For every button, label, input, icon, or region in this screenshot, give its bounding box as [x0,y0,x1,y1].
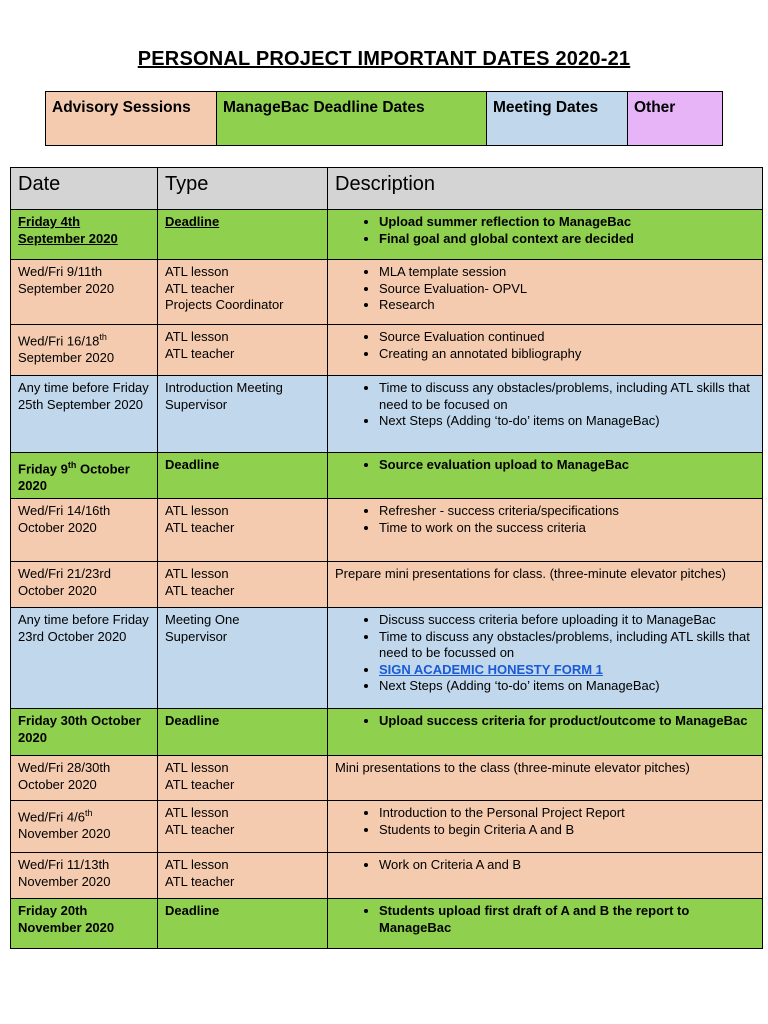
table-row [11,499,763,562]
description-cell [328,608,763,709]
description-cell [328,210,763,260]
header-type: Type [158,168,328,210]
table-row [11,376,763,453]
bullet-text: Time to discuss any obstacles/problems, including ATL skills that need to be focussed on [379,628,750,661]
description-text: Prepare mini presentations for class. (three-minute elevator pitches) [335,566,726,582]
type-line: ATL lesson [165,805,229,821]
legend-advisory: Advisory Sessions [46,92,217,146]
bullet-text: Time to work on the success criteria [379,519,586,535]
type-line: Supervisor [165,396,228,412]
date-text: Any time before Friday 23rd October 2020 [18,612,149,644]
academic-honesty-form-link[interactable]: SIGN ACADEMIC HONESTY FORM 1 [379,661,603,677]
type-cell [158,499,328,562]
date-cell [11,899,158,949]
type-cell [158,608,328,709]
bullet-list [335,612,755,695]
type-line: Deadline [165,713,220,729]
bullet-list [335,380,755,430]
table-row [11,853,763,899]
bullet-text: Work on Criteria A and B [379,857,522,873]
bullet-item [379,662,755,679]
legend-meeting: Meeting Dates [487,92,628,146]
bullet-item [379,297,755,314]
table-header-row [11,168,763,210]
date-text-rest: November 2020 [18,826,111,842]
type-line: ATL teacher [165,582,235,598]
type-cell [158,709,328,756]
type-line: ATL lesson [165,857,229,873]
date-text: Wed/Fri 21/23rd October 2020 [18,566,111,598]
date-superscript: th [84,808,93,819]
bullet-item [379,805,755,822]
type-line: ATL teacher [165,345,235,361]
bullet-list [335,214,755,247]
type-cell [158,210,328,260]
date-superscript: th [67,460,77,470]
date-cell [11,562,158,608]
bullet-item [379,231,755,248]
date-cell [11,801,158,853]
description-cell [328,376,763,453]
date-text: Wed/Fri 9/11th September 2020 [18,264,115,296]
date-cell [11,608,158,709]
type-line: ATL lesson [165,264,229,279]
date-text: Wed/Fri 28/30th October 2020 [18,760,111,792]
bullet-text: Research [379,297,435,312]
bullet-text: Students upload first draft of A and B the report to ManageBac [379,903,690,935]
legend-other: Other [628,92,723,146]
bullet-list [335,329,755,362]
bullet-text: Students to begin Criteria A and B [379,821,575,837]
type-line: Supervisor [165,628,228,644]
bullet-text: Next Steps (Adding ‘to-do’ items on ManageBac) [379,413,660,428]
bullet-list [335,503,755,536]
date-text-rest: October 2020 [18,461,130,493]
date-text: Friday 20th November 2020 [18,903,115,935]
description-cell [328,260,763,325]
description-cell [328,325,763,376]
bullet-item [379,678,755,695]
type-line: ATL lesson [165,503,229,519]
type-line: ATL lesson [165,329,229,344]
bullet-item [379,380,755,413]
type-line: ATL teacher [165,821,235,837]
table-row [11,709,763,756]
bullet-list [335,805,755,838]
type-line: Projects Coordinator [165,297,284,312]
table-row [11,562,763,608]
type-cell [158,801,328,853]
date-text: Wed/Fri 4/6 [18,809,85,825]
table-row [11,801,763,853]
type-line: ATL teacher [165,280,235,296]
bullet-item [379,857,755,874]
dates-table [10,167,763,949]
type-line: ATL teacher [165,873,235,889]
bullet-list [335,713,755,730]
bullet-text: Time to discuss any obstacles/problems, including ATL skills that need to be focused on [379,380,750,412]
type-line: Meeting One [165,612,240,628]
description-cell [328,499,763,562]
date-text: Friday 9 [18,461,68,477]
description-text: Mini presentations to the class (three-minute elevator pitches) [335,760,690,776]
type-cell [158,376,328,453]
bullet-item [379,457,755,474]
table-row [11,325,763,376]
date-text: Friday 30th October 2020 [18,713,141,745]
description-cell [328,899,763,949]
bullet-text: Discuss success criteria before uploading it to ManageBac [379,612,716,628]
date-cell [11,376,158,453]
type-line: Introduction Meeting [165,380,283,395]
bullet-text: MLA template session [379,264,507,279]
type-cell [158,325,328,376]
bullet-item [379,264,755,281]
bullet-list [335,857,755,874]
date-cell [11,499,158,562]
date-cell [11,210,158,260]
type-line: ATL teacher [165,519,235,535]
description-cell [328,801,763,853]
bullet-text: Source Evaluation continued [379,329,545,344]
bullet-text: Next Steps (Adding ‘to-do’ items on ManageBac) [379,678,660,694]
bullet-item [379,503,755,520]
description-cell [328,562,763,608]
table-row [11,260,763,325]
bullet-text: Creating an annotated bibliography [379,345,582,361]
bullet-item [379,413,755,430]
type-cell [158,260,328,325]
date-cell [11,453,158,499]
date-cell [11,709,158,756]
type-cell [158,899,328,949]
bullet-list [335,264,755,314]
date-text: Wed/Fri 11/13th November 2020 [18,857,111,889]
date-cell [11,853,158,899]
date-text: Wed/Fri 14/16th October 2020 [18,503,111,535]
bullet-item [379,346,755,363]
bullet-item [379,822,755,839]
description-cell [328,756,763,801]
bullet-item [379,629,755,662]
bullet-item [379,281,755,298]
table-row [11,210,763,260]
date-text: Any time before Friday 25th September 2020 [18,380,149,412]
date-text: Friday 4th September 2020 [18,214,118,246]
bullet-text: Final goal and global context are decided [379,230,634,246]
bullet-text: Introduction to the Personal Project Report [379,805,625,821]
bullet-text: Refresher - success criteria/specifications [379,503,619,519]
type-cell [158,756,328,801]
type-cell [158,562,328,608]
description-cell [328,853,763,899]
table-row [11,608,763,709]
type-line: ATL lesson [165,566,229,582]
date-text-rest: September 2020 [18,349,115,365]
type-line: Deadline [165,903,220,919]
date-cell [11,756,158,801]
page-title: PERSONAL PROJECT IMPORTANT DATES 2020-21 [137,48,631,70]
table-row [11,453,763,499]
bullet-item [379,612,755,629]
bullet-item [379,903,755,936]
color-legend [45,91,723,146]
type-cell [158,853,328,899]
date-superscript: th [99,332,107,342]
table-body [11,210,763,949]
description-cell [328,709,763,756]
legend-managebac: ManageBac Deadline Dates [217,92,487,146]
type-cell [158,453,328,499]
bullet-item [379,520,755,537]
date-text: Wed/Fri 16/18 [18,333,100,349]
table-row [11,756,763,801]
description-cell [328,453,763,499]
type-line: Deadline [165,214,220,229]
bullet-list [335,903,755,936]
type-line: ATL teacher [165,776,235,792]
bullet-item [379,329,755,346]
bullet-text: Upload success criteria for product/outcome to ManageBac [379,713,748,729]
bullet-text: Source evaluation upload to ManageBac [379,457,629,472]
bullet-item [379,214,755,231]
date-cell [11,325,158,376]
header-description: Description [328,168,763,210]
bullet-item [379,713,755,730]
type-line: ATL lesson [165,760,229,776]
bullet-text: Source Evaluation- OPVL [379,280,528,296]
header-date: Date [11,168,158,210]
table-row [11,899,763,949]
bullet-text: Upload summer reflection to ManageBac [379,214,632,229]
date-cell [11,260,158,325]
type-line: Deadline [165,457,220,472]
bullet-list [335,457,755,474]
